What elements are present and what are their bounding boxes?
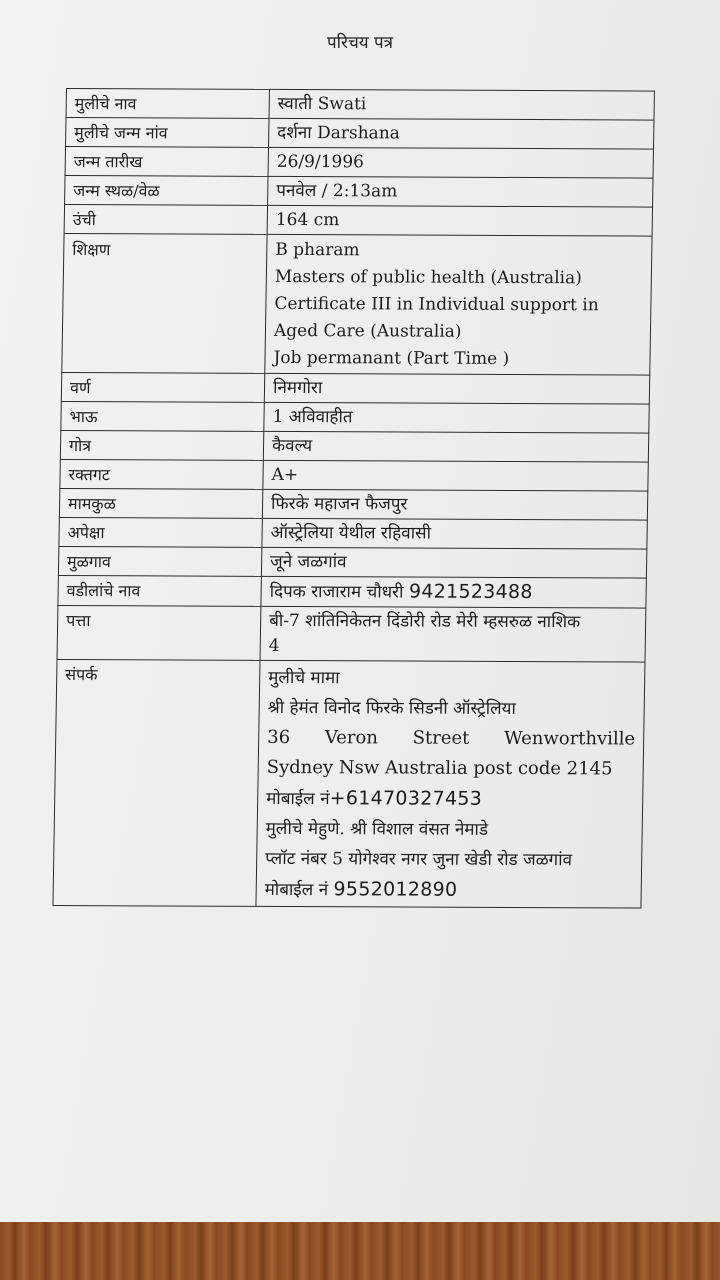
row-label: शिक्षण	[62, 234, 267, 374]
education-value	[265, 234, 652, 375]
table-row-education	[62, 234, 652, 376]
row-value: निमगोरा	[264, 373, 649, 404]
row-label: उंची	[64, 205, 267, 235]
street-word: Veron	[324, 727, 379, 749]
row-label: जन्म स्थळ/वेळ	[65, 176, 268, 206]
row-value: A+	[263, 460, 648, 491]
row-label: वडीलांचे नाव	[58, 575, 261, 606]
row-label: मुलीचे नाव	[66, 89, 269, 119]
table-row-address	[57, 605, 646, 662]
row-label: मुळगाव	[58, 546, 261, 576]
address-value	[260, 606, 646, 662]
biodata-table-wrapper	[52, 88, 646, 909]
row-label: मामकुळ	[59, 488, 262, 518]
table-row-contact	[53, 659, 645, 908]
table-row	[60, 459, 648, 491]
father-phone: 9421523488	[408, 580, 533, 604]
education-line: B pharam	[275, 239, 360, 261]
row-label: वर्ण	[61, 372, 264, 402]
mobile-prefix: मोबाईल नं	[266, 788, 330, 810]
table-row	[60, 430, 648, 462]
row-value: जूने जळगांव	[261, 547, 646, 578]
education-line: Certificate III in Individual support in	[274, 293, 599, 316]
address-line: 4	[268, 635, 280, 656]
row-value: स्वाती Swati	[269, 89, 654, 120]
father-name: दिपक राजाराम चौधरी	[269, 581, 410, 603]
table-row	[58, 575, 646, 608]
father-name-value	[261, 576, 646, 608]
row-label: गोत्र	[60, 430, 263, 460]
table-row	[61, 401, 649, 433]
mobile-number: 9552012890	[333, 878, 458, 901]
table-row	[66, 89, 654, 121]
contact-value	[256, 660, 645, 908]
education-line: Aged Care (Australia)	[273, 320, 462, 342]
contact-line: Sydney Nsw Australia post code 2145	[266, 756, 613, 780]
table-row	[65, 147, 653, 179]
mobile-prefix: मोबाईल नं	[264, 879, 334, 901]
table-row	[58, 546, 646, 578]
education-line: Masters of public health (Australia)	[274, 266, 582, 289]
street-word: Wenworthville	[503, 727, 636, 750]
table-row	[64, 205, 652, 237]
document-title: परिचय पत्र	[326, 33, 394, 53]
contact-line: मुलीचे मामा	[268, 667, 340, 689]
table-row	[65, 176, 653, 208]
wooden-table-edge	[0, 1222, 720, 1280]
biodata-table	[52, 88, 655, 909]
row-label: जन्म तारीख	[65, 147, 268, 177]
row-label: संपर्क	[53, 659, 260, 906]
contact-street-line	[267, 723, 637, 755]
street-word: Street	[412, 727, 470, 749]
contact-line: प्लॉट नंबर 5 योगेश्वर नगर जुना खेडी रोड जळगांव	[265, 848, 573, 871]
row-value: फिरके महाजन फैजपुर	[262, 489, 647, 520]
row-label: रक्तगट	[60, 459, 263, 489]
row-value: दर्शना Darshana	[269, 118, 654, 149]
contact-line: मुलीचे मेहुणे. श्री विशाल वंसत नेमाडे	[265, 818, 489, 840]
contact-mobile-line	[266, 783, 636, 816]
address-line: बी-7 शांतिनिकेतन दिंडोरी रोड मेरी म्हसरुळ नाशिक	[268, 610, 581, 633]
table-row	[59, 488, 647, 520]
table-row	[59, 517, 647, 549]
contact-mobile-line	[264, 874, 634, 907]
contact-line: श्री हेमंत विनोद फिरके सिडनी ऑस्ट्रेलिया	[267, 697, 517, 720]
row-label: भाऊ	[61, 401, 264, 431]
table-row	[61, 372, 649, 404]
row-label: पत्ता	[57, 605, 261, 660]
row-value: ऑस्ट्रेलिया येथील रहिवासी	[262, 518, 647, 549]
street-word: 36	[267, 726, 291, 749]
row-value: पनवेल / 2:13am	[268, 176, 653, 207]
row-label: अपेक्षा	[59, 517, 262, 547]
row-value: कैवल्य	[263, 431, 648, 462]
mobile-number: +61470327453	[329, 787, 483, 810]
row-value: 1 अविवाहीत	[264, 402, 649, 433]
table-row	[66, 118, 654, 150]
education-line: Job permanant (Part Time )	[273, 347, 510, 369]
row-label: मुलीचे जन्म नांव	[66, 118, 269, 148]
row-value: 164 cm	[267, 205, 652, 236]
row-value: 26/9/1996	[268, 147, 653, 178]
